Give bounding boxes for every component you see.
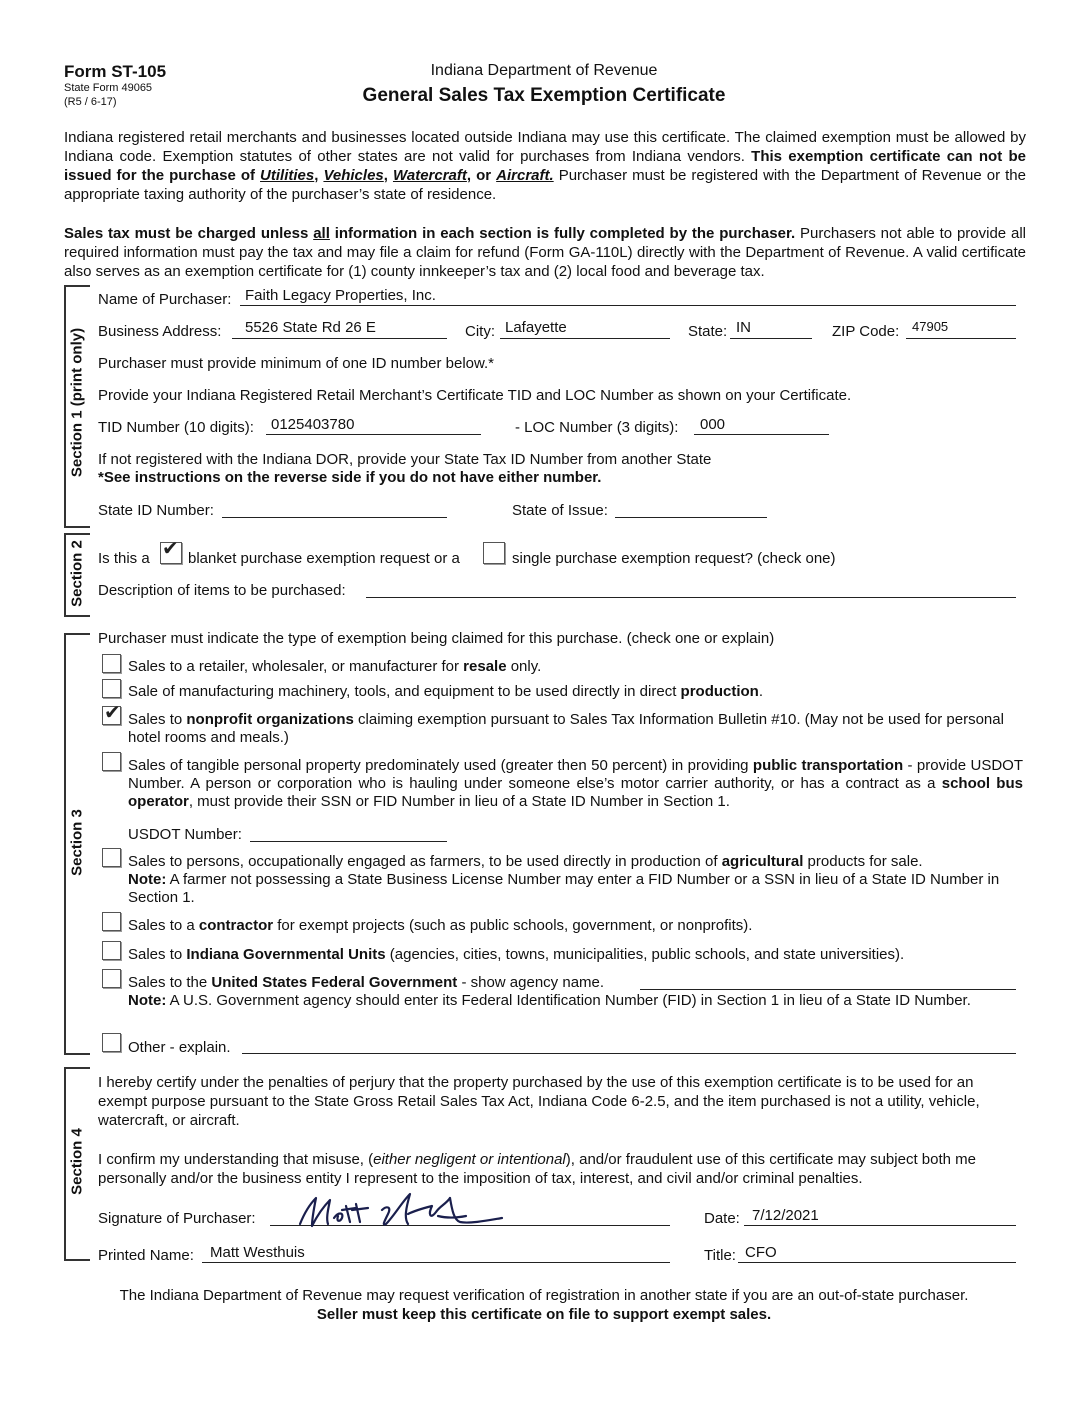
confirm-statement: I confirm my understanding that misuse, (either negligent or intentional), and/or fraudulent use of this certificate may subject both me personally and/or the business entity I represent to the imposition of tax, interest, and civil and/or criminal penalties.	[98, 1151, 976, 1187]
blanket-purchase-label: blanket purchase exemption request or a	[188, 550, 460, 567]
agency-name-field[interactable]	[640, 989, 1016, 990]
usdot-number-field[interactable]	[250, 841, 447, 842]
printed-name-line	[202, 1262, 670, 1263]
zip-code-line	[906, 338, 1016, 339]
business-address-label: Business Address:	[98, 323, 222, 340]
signature-image[interactable]	[290, 1188, 510, 1234]
section-1-label: Section 1 (print only)	[68, 327, 86, 478]
city-label: City:	[465, 323, 495, 340]
aircraft-text: Aircraft.	[496, 167, 554, 184]
tid-number-value[interactable]: 0125403780	[271, 416, 355, 433]
resale-option-text: Sales to a retailer, wholesaler, or manufacturer for resale only.	[128, 658, 542, 675]
footer-keep-on-file-note: Seller must keep this certificate on file to support exempt sales.	[316, 1306, 772, 1323]
blanket-purchase-checkbox[interactable]	[160, 538, 182, 564]
contractor-checkbox[interactable]	[102, 912, 121, 931]
state-id-field[interactable]	[222, 517, 447, 518]
department-name: Indiana Department of Revenue	[430, 62, 658, 79]
resale-checkbox[interactable]	[102, 654, 121, 673]
business-address-value[interactable]: 5526 State Rd 26 E	[245, 319, 376, 336]
nonprofit-option-text: Sales to nonprofit organizations claiming exemption pursuant to Sales Tax Information Bulletin #10. (May not be used for personal hotel rooms and meals.)	[128, 711, 1004, 746]
zip-code-value[interactable]: 47905	[912, 319, 949, 334]
contractor-option-text: Sales to a contractor for exempt projects (such as public schools, government, or nonprofits).	[128, 917, 753, 934]
title-label: Title:	[704, 1247, 736, 1264]
description-label: Description of items to be purchased:	[98, 582, 346, 599]
footer-verification-note: The Indiana Department of Revenue may request verification of registration in another state if you are an out-of-state purchaser.	[119, 1287, 969, 1304]
single-purchase-checkbox[interactable]	[483, 542, 505, 564]
public-transportation-option-text: Sales of tangible personal property predominately used (greater then 50 percent) in providing public transportation - provide USDOT Number. A person or corporation who is hauling under someone else’s motor carrier authority, or has a contract as a school bus operator, must provide their SSN or FID Number in lieu of a State ID Number in Section 1.	[128, 757, 1023, 810]
state-of-issue-label: State of Issue:	[512, 502, 608, 519]
city-line	[500, 338, 670, 339]
tid-number-line	[266, 434, 481, 435]
state-of-issue-field[interactable]	[615, 517, 767, 518]
state-line	[730, 338, 812, 339]
section-2-label: Section 2	[68, 540, 86, 607]
date-value[interactable]: 7/12/2021	[752, 1207, 819, 1224]
single-purchase-label: single purchase exemption request? (check one)	[512, 550, 836, 567]
provide-tid-note: Provide your Indiana Registered Retail Merchant’s Certificate TID and LOC Number as shown on your Certificate.	[98, 387, 852, 404]
nonprofit-checkbox[interactable]	[102, 702, 121, 725]
intro-paragraph-1: Indiana registered retail merchants and businesses located outside Indiana may use this certificate. The claimed exemption must be allowed by Indiana code. Exemption statutes of other states are not valid for purchases from Indiana vendors. This exemption certificate can not be issued for the purchase of Utilities, Vehicles, Watercraft, or Aircraft. Purchaser must be registered with the Department of Revenue or the appropriate taxing authority of the purchaser’s state of residence.	[64, 129, 1026, 203]
tid-number-label: TID Number (10 digits):	[98, 419, 254, 436]
description-field[interactable]	[366, 597, 1016, 598]
certify-statement: I hereby certify under the penalties of perjury that the property purchased by the use of this exemption certificate is to be used for an exempt purpose pursuant to the State Gross Retail Sales Tax Act, Indiana Code 6-2.5, and the item purchased is not a utility, vehicle, watercraft, or aircraft.	[98, 1074, 980, 1129]
vehicles-text: Vehicles	[323, 167, 384, 184]
printed-name-label: Printed Name:	[98, 1247, 194, 1264]
zip-code-label: ZIP Code:	[832, 323, 900, 340]
other-checkbox[interactable]	[102, 1033, 121, 1052]
min-id-note: Purchaser must provide minimum of one ID number below.*	[98, 355, 495, 372]
purchaser-name-label: Name of Purchaser:	[98, 291, 232, 308]
loc-number-line	[694, 434, 829, 435]
section-4-label: Section 4	[68, 1128, 86, 1195]
agricultural-option-text: Sales to persons, occupationally engaged as farmers, to be used directly in production of agricultural products for sale. Note: A farmer not possessing a State Business License Number may enter a FID Number or a SSN in lieu of a State ID Number in Section 1.	[128, 853, 1000, 906]
business-address-line	[232, 338, 447, 339]
governmental-units-option-text: Sales to Indiana Governmental Units (agencies, cities, towns, municipalities, public schools, and state universities).	[128, 946, 905, 963]
purchaser-name-line	[240, 305, 1016, 306]
public-transportation-checkbox[interactable]	[102, 752, 121, 771]
city-value[interactable]: Lafayette	[505, 319, 567, 336]
loc-number-label: - LOC Number (3 digits):	[515, 419, 679, 436]
revision: (R5 / 6-17)	[64, 96, 117, 108]
purchaser-name-value[interactable]: Faith Legacy Properties, Inc.	[245, 287, 436, 304]
printed-name-value[interactable]: Matt Westhuis	[210, 1244, 305, 1261]
state-value[interactable]: IN	[736, 319, 751, 336]
loc-number-value[interactable]: 000	[700, 416, 726, 433]
production-checkbox[interactable]	[102, 679, 121, 698]
section-3-label: Section 3	[68, 809, 86, 876]
watercraft-text: Watercraft	[392, 167, 467, 184]
page-title: General Sales Tax Exemption Certificate	[362, 85, 726, 106]
exemption-type-intro: Purchaser must indicate the type of exemption being claimed for this purchase. (check one or explain)	[98, 630, 775, 647]
federal-government-option-text: Sales to the United States Federal Government - show agency name. Note: A U.S. Government agency should enter its Federal Identification Number (FID) in Section 1 in lieu of a State ID Number.	[128, 974, 971, 1009]
governmental-units-checkbox[interactable]	[102, 941, 121, 960]
date-label: Date:	[704, 1210, 740, 1227]
check-mark-icon: ✔	[162, 538, 179, 560]
other-explain-field[interactable]	[242, 1053, 1016, 1054]
form-number: Form ST-105	[64, 62, 167, 81]
not-registered-note: If not registered with the Indiana DOR, provide your State Tax ID Number from another State	[98, 451, 712, 468]
state-id-label: State ID Number:	[98, 502, 214, 519]
utilities-text: Utilities	[260, 167, 315, 184]
see-instructions-note: *See instructions on the reverse side if you do not have either number.	[98, 469, 602, 486]
title-value[interactable]: CFO	[745, 1244, 777, 1261]
state-form-number: State Form 49065	[64, 82, 153, 94]
title-line	[738, 1262, 1016, 1263]
agricultural-checkbox[interactable]	[102, 848, 121, 867]
production-option-text: Sale of manufacturing machinery, tools, and equipment to be used directly in direct production.	[128, 683, 764, 700]
check-mark-icon: ✔	[104, 702, 121, 724]
is-this-label: Is this a	[98, 550, 150, 567]
state-label: State:	[688, 323, 728, 340]
other-option-text: Other - explain.	[128, 1039, 231, 1056]
signature-label: Signature of Purchaser:	[98, 1210, 256, 1227]
usdot-number-label: USDOT Number:	[128, 826, 242, 843]
federal-government-checkbox[interactable]	[102, 969, 121, 988]
intro-paragraph-2: Sales tax must be charged unless all information in each section is fully completed by the purchaser. Purchasers not able to provide all required information must pay the tax and may file a claim for refund (Form GA-110L) directly with the Department of Revenue. A valid certificate also serves as an exemption certificate for (1) county innkeeper’s tax and (2) local food and beverage tax.	[64, 225, 1027, 280]
date-line	[744, 1225, 1016, 1226]
